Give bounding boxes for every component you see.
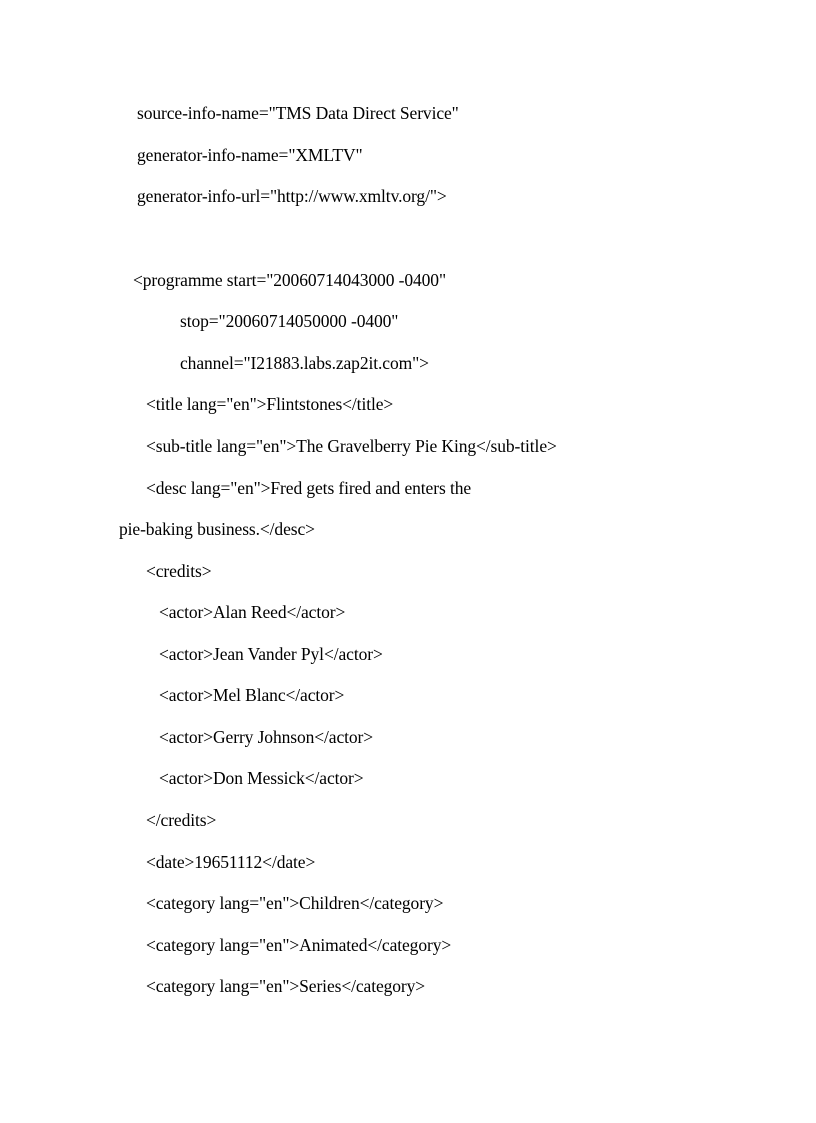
sub-title-line: <sub-title lang="en">The Gravelberry Pie King</sub-title> xyxy=(146,436,557,456)
programme-start-line: <programme start="20060714043000 -0400" xyxy=(133,270,446,290)
category-line: <category lang="en">Series</category> xyxy=(146,976,426,996)
desc-line-2: pie-baking business.</desc> xyxy=(119,519,315,539)
programme-channel-line: channel="I21883.labs.zap2it.com"> xyxy=(180,353,429,373)
actor-line: <actor>Jean Vander Pyl</actor> xyxy=(159,644,383,664)
programme-stop-line: stop="20060714050000 -0400" xyxy=(180,311,399,331)
actor-line: <actor>Mel Blanc</actor> xyxy=(159,685,345,705)
actor-line: <actor>Alan Reed</actor> xyxy=(159,602,346,622)
desc-line-1: <desc lang="en">Fred gets fired and enters the xyxy=(146,478,472,498)
date-line: <date>19651112</date> xyxy=(146,852,316,872)
credits-open-line: <credits> xyxy=(146,561,212,581)
credits-close-line: </credits> xyxy=(146,810,217,830)
actor-line: <actor>Don Messick</actor> xyxy=(159,768,364,788)
category-line: <category lang="en">Children</category> xyxy=(146,893,444,913)
source-info-name-line: source-info-name="TMS Data Direct Service" xyxy=(137,103,459,123)
actor-line: <actor>Gerry Johnson</actor> xyxy=(159,727,374,747)
title-line: <title lang="en">Flintstones</title> xyxy=(146,394,394,414)
generator-info-url-line: generator-info-url="http://www.xmltv.org/"> xyxy=(137,186,447,206)
category-line: <category lang="en">Animated</category> xyxy=(146,935,452,955)
generator-info-name-line: generator-info-name="XMLTV" xyxy=(137,145,363,165)
